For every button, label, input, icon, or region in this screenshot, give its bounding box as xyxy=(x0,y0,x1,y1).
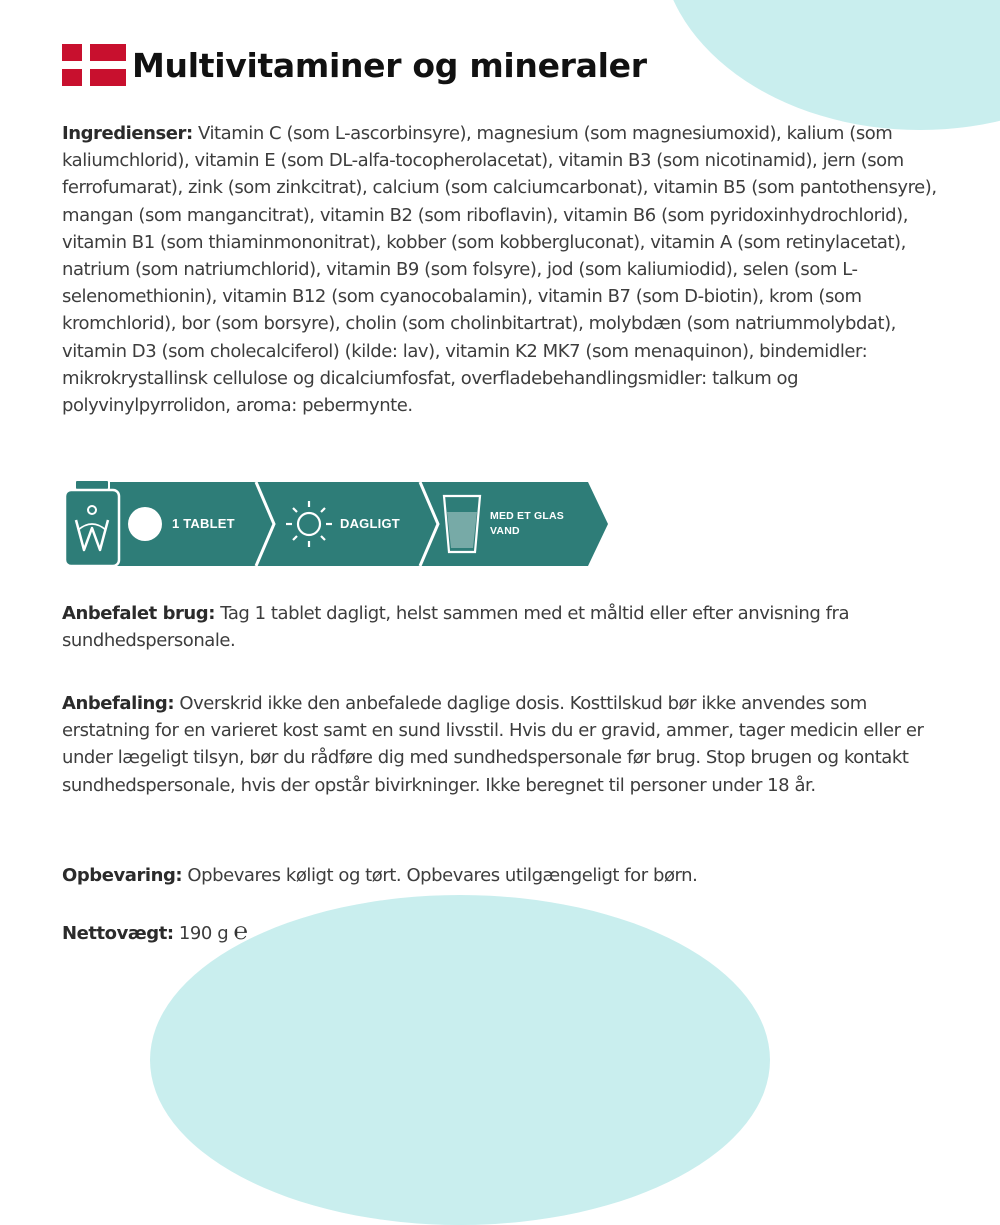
usage-label: Anbefalet brug: xyxy=(62,603,215,624)
storage-section xyxy=(62,862,942,889)
net-weight-section xyxy=(62,917,942,947)
net-weight-text: 190 g xyxy=(173,923,234,944)
header xyxy=(62,44,647,86)
storage-text: Opbevares køligt og tørt. Opbevares utilgængeligt for børn. xyxy=(182,865,698,886)
step-1-label: 1 TABLET xyxy=(172,516,235,531)
storage-label: Opbevaring: xyxy=(62,865,183,886)
denmark-flag-icon xyxy=(62,44,126,86)
estimated-sign-icon: ℮ xyxy=(233,917,248,945)
ingredients-section xyxy=(62,120,942,419)
usage-section xyxy=(62,600,942,654)
advice-label: Anbefaling: xyxy=(62,693,175,714)
ingredients-text: Vitamin C (som L-ascorbinsyre), magnesium (som magnesiumoxid), kalium (som kaliumchlorid), vitamin E (som DL-alfa-tocopherolacetat), vitamin B3 (som nicotinamid), jern (som ferrofumarat), zink (som zinkcitrat), calcium (som calciumcarbonat), vitamin B5 (som pantothensyre), mangan (som mangancitrat), vitamin B2 (som riboflavin), vitamin B6 (som pyridoxinhydrochlorid), vitamin B1 (som thiaminmononitrat), kobber (som kobbergluconat), vitamin A (som retinylacetat), natrium (som natriumchlorid), vitamin B9 (som folsyre), jod (som kaliumiodid), selen (som L-selenomethionin), vitamin B12 (som cyanocobalamin), vitamin B7 (som D-biotin), krom (som kromchlorid), bor (som borsyre), cholin (som cholinbitartrat), molybdæn (som natriummolybdat), vitamin D3 (som cholecalciferol) (kilde: lav), vitamin K2 MK7 (som menaquinon), bindemidler: mikrokrystallinsk cellulose og dicalciumfosfat, overfladebehandlingsmidler: talkum og polyvinylpyrrolidon, aroma: pebermynte. xyxy=(62,123,937,417)
decorative-blob-top xyxy=(660,0,1000,130)
advice-text: Overskrid ikke den anbefalede daglige dosis. Kosttilskud bør ikke anvendes som erstatning for en varieret kost samt en sund livsstil. Hvis du er gravid, ammer, tager medicin eller er under lægeligt tilsyn, bør du rådføre dig med sundhedspersonale før brug. Stop brugen og kontakt sundhedspersonale, hvis der opstår bivirkninger. Ikke beregnet til personer under 18 år. xyxy=(62,693,924,796)
page-title: Multivitaminer og mineraler xyxy=(132,45,647,85)
advice-section xyxy=(62,690,942,799)
step-2-label: DAGLIGT xyxy=(340,516,400,531)
ingredients-label: Ingredienser: xyxy=(62,123,193,144)
tablet-icon xyxy=(128,507,162,541)
supplement-bottle-icon xyxy=(65,480,119,566)
usage-text: Tag 1 tablet dagligt, helst sammen med et måltid eller efter anvisning fra sundhedspersonale. xyxy=(62,603,850,652)
net-weight-label: Nettovægt: xyxy=(62,923,174,944)
dosage-steps-banner xyxy=(62,468,622,578)
step-3-label: MED ET GLAS VAND xyxy=(490,510,564,537)
